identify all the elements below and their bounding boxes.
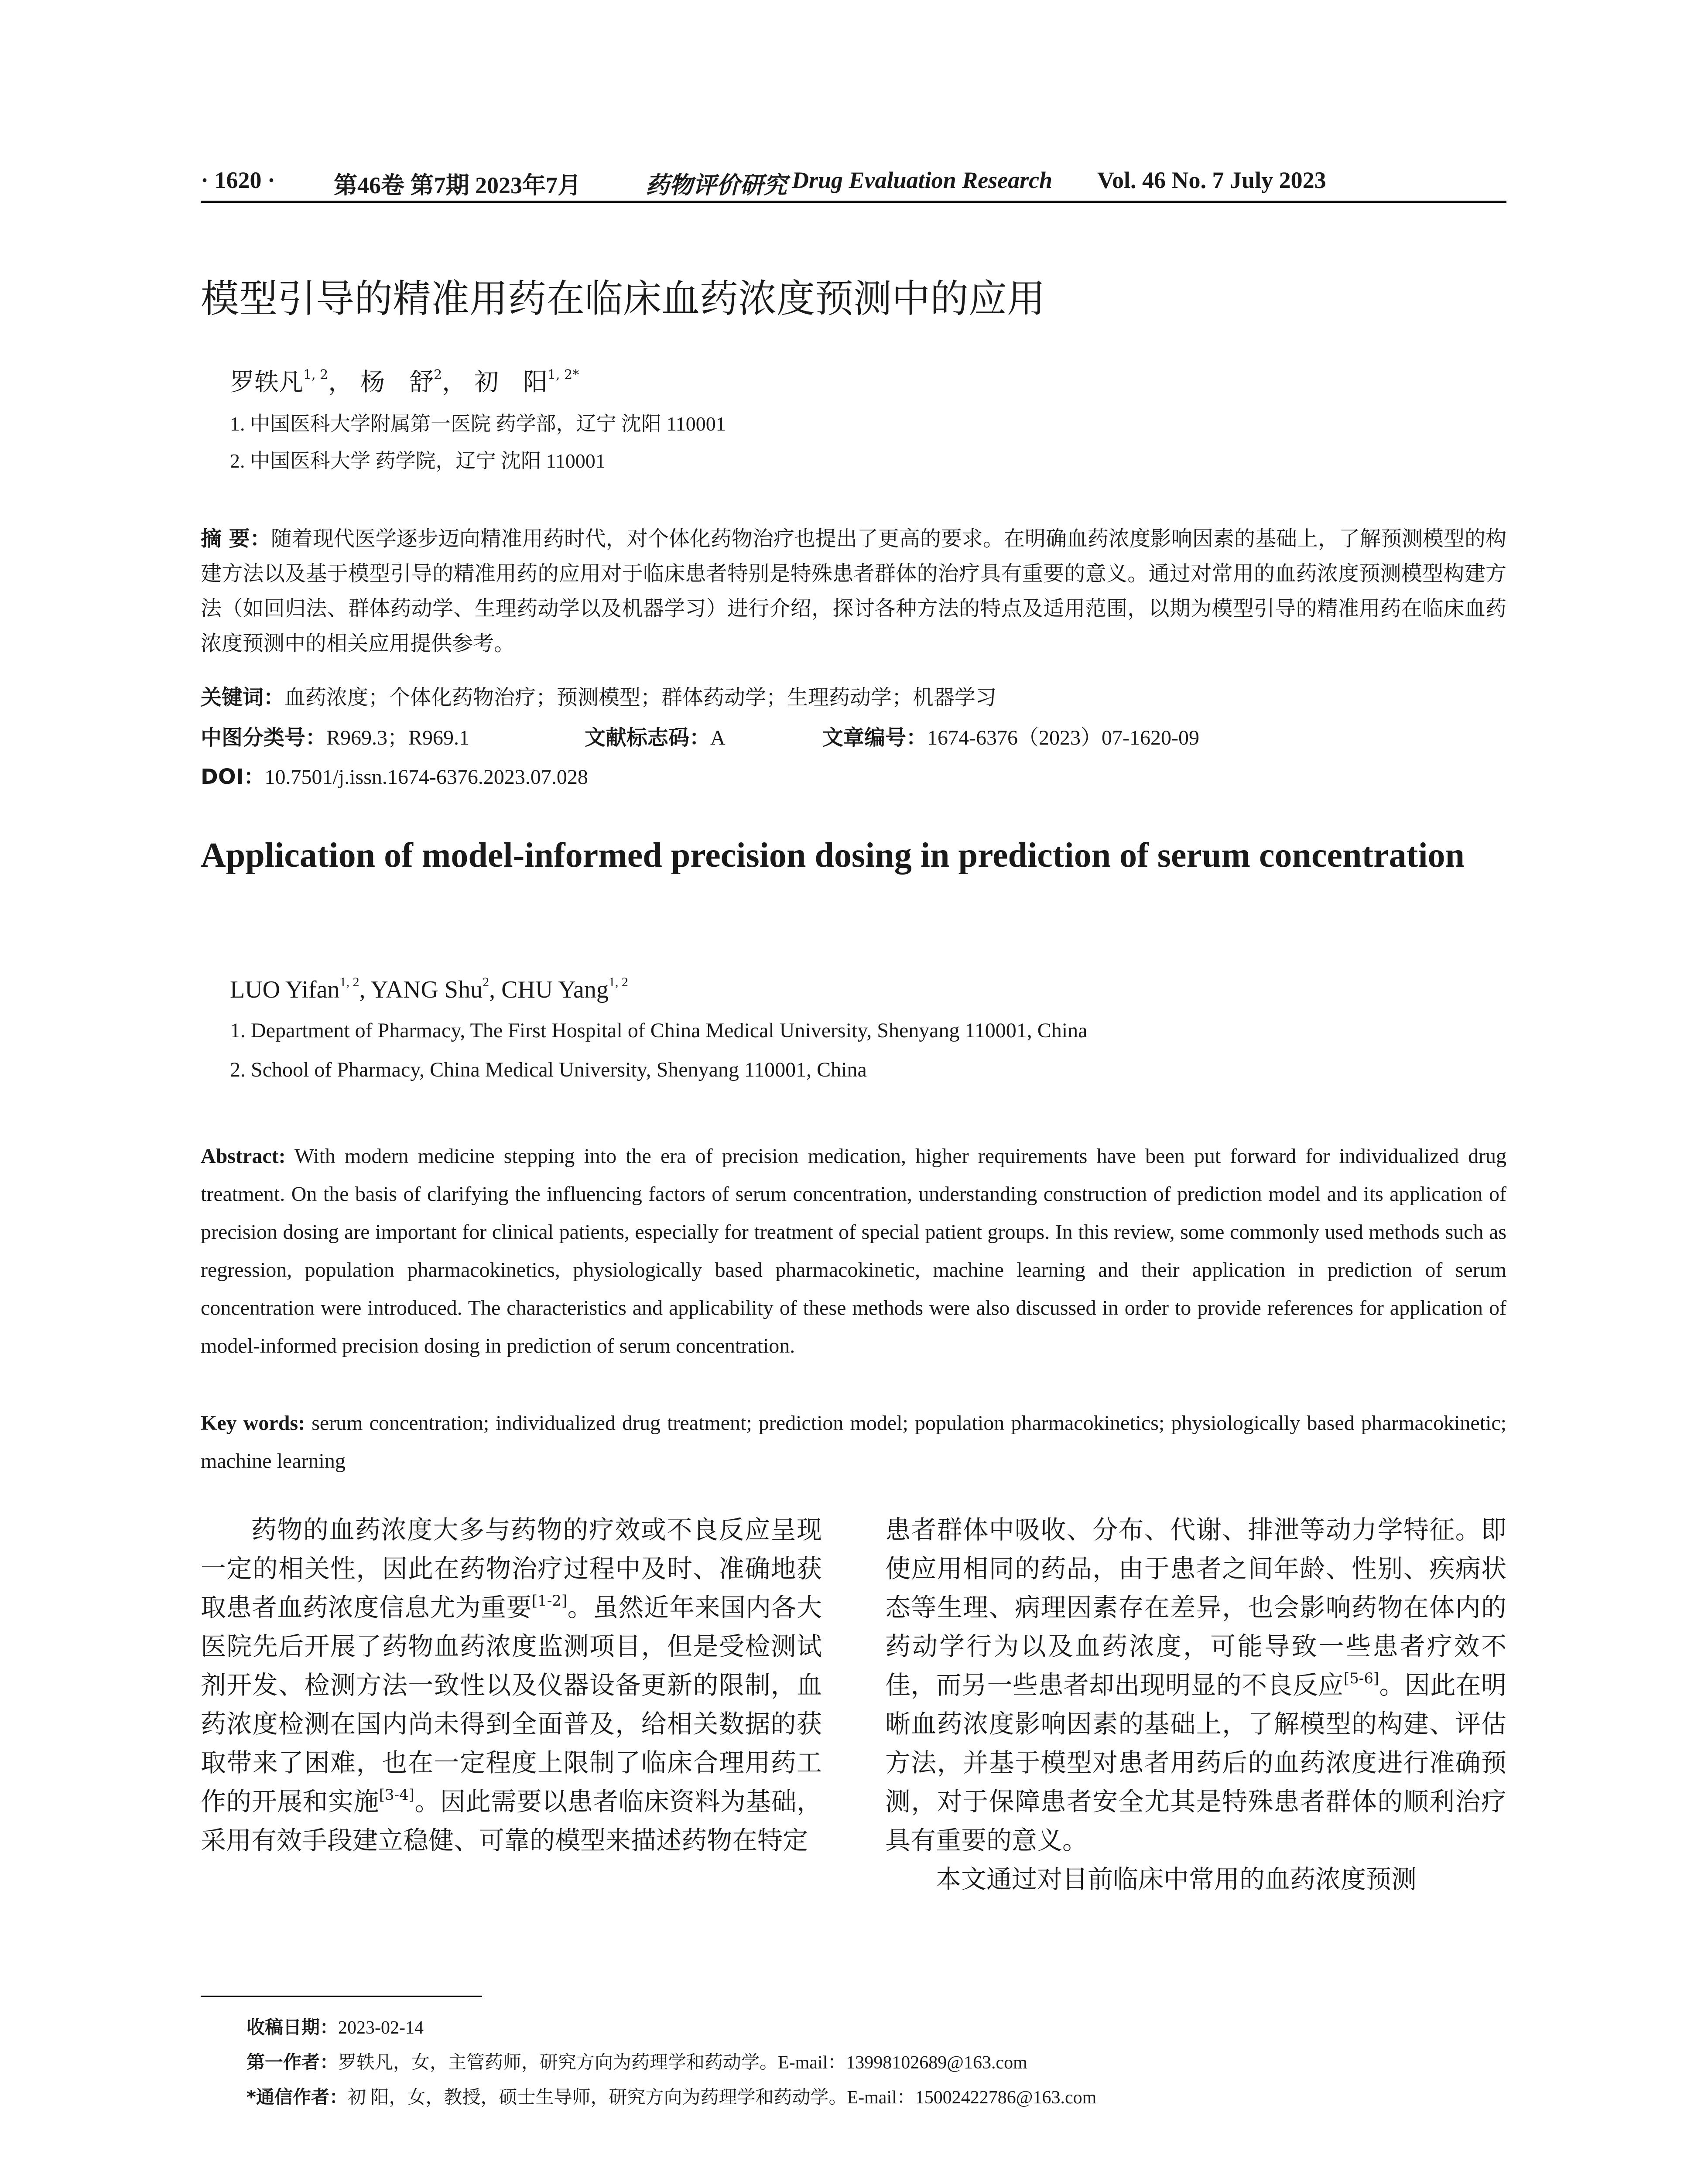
abstract-cn-text: 随着现代医学逐步迈向精准用药时代，对个体化药物治疗也提出了更高的要求。在明确血药浓度影响因素的基础上，了解预测模型的构建方法以及基于模型引导的精准用药的应用对于临床患者特别是特殊患者群体的治疗具有重要的意义。通过对常用的血药浓度预测模型构建方法（如回归法、群体药动学、生理药动学以及机器学习）进行介绍，探讨各种方法的特点及适用范围，以期为模型引导的精准用药在临床血药浓度预测中的相关应用提供参考。 xyxy=(201,527,1506,655)
author-cn: 罗轶凡 xyxy=(230,368,303,397)
classification-line xyxy=(201,721,1506,751)
authors-en: LUO Yifan$^{1, 2}$, YANG Shu$^2$, CHU Yang$^{1, 2}$ xyxy=(230,975,628,1003)
footnote-label: 第一作者： xyxy=(246,2051,339,2073)
abstract-en-label: Abstract: xyxy=(201,1145,286,1168)
author-sup: 1, 2 xyxy=(608,975,628,989)
body-text-continued: 。因此需要以患者临床资料为基础，采用有效手段建立稳健、可靠的模型来描述药物在特定 xyxy=(201,1787,822,1855)
keywords-en-label: Key words: xyxy=(201,1412,305,1435)
keywords-cn-text: 血药浓度；个体化药物治疗；预测模型；群体药动学；生理药动学；机器学习 xyxy=(284,686,997,709)
page-number: · 1620 · xyxy=(201,167,276,193)
body-text: 患者群体中吸收、分布、代谢、排泄等动力学特征。即使应用相同的药品，由于患者之间年龄、性别、疾病状态等生理、病理因素存在差异，也会影响药物在体内的药动学行为以及血药浓度，可能导致一些患者疗效不佳，而另一些患者却出现明显的不良反应 xyxy=(885,1515,1506,1700)
authors-cn: 罗轶凡$^{1, 2}$， 杨 舒$^2$， 初 阳$^{1, 2*}$ xyxy=(230,367,579,397)
abstract-en xyxy=(201,1137,1506,1365)
running-header xyxy=(201,167,1505,200)
clc-label: 中图分类号： xyxy=(201,725,327,750)
author-sup: 2 xyxy=(434,367,442,383)
author-sup: 2 xyxy=(483,975,489,989)
footnote-value: 2023-02-14 xyxy=(338,2018,424,2038)
doc-code-label: 文献标志码： xyxy=(585,725,711,750)
affiliation-cn-2: 2. 中国医科大学 药学院，辽宁 沈阳 110001 xyxy=(230,450,606,472)
article-no-value: 1674-6376（2023）07-1620-09 xyxy=(927,726,1199,749)
abstract-cn-label: 摘 要： xyxy=(201,526,271,551)
body-column-right xyxy=(885,1511,1506,1899)
journal-name-en: Drug Evaluation Research xyxy=(792,167,1053,193)
doc-code-value: A xyxy=(710,726,726,749)
title-cn: 模型引导的精准用药在临床血药浓度预测中的应用 xyxy=(201,276,1046,321)
keywords-en xyxy=(201,1404,1506,1480)
citation: [3-4] xyxy=(379,1786,414,1804)
journal-logo-cn: 药物评价研究 xyxy=(646,171,787,199)
issue-en: Vol. 46 No. 7 July 2023 xyxy=(1097,167,1326,193)
citation: [5-6] xyxy=(1343,1670,1379,1687)
body-column-left xyxy=(201,1511,822,1860)
citation: [1-2] xyxy=(531,1592,568,1610)
footnote-value: 初 阳，女，教授，硕士生导师，研究方向为药理学和药动学。E-mail：15002422786@163.com xyxy=(347,2088,1097,2108)
author-sup: 1, 2* xyxy=(547,367,579,383)
footnote-rule xyxy=(201,1996,482,1997)
footnote-corresponding xyxy=(246,2083,1096,2109)
author-sup: 1, 2 xyxy=(339,975,359,989)
affiliation-en-2: 2. School of Pharmacy, China Medical University, Shenyang 110001, China xyxy=(230,1058,867,1081)
footnote-label: *通信作者： xyxy=(246,2086,348,2108)
doi-label: DOI： xyxy=(201,765,265,789)
author-cn: 杨 舒 xyxy=(360,368,434,397)
article-no-label: 文章编号： xyxy=(822,725,928,750)
author-cn: 初 阳 xyxy=(474,368,548,397)
author-en: YANG Shu xyxy=(370,976,483,1003)
doi-line xyxy=(201,760,588,790)
body-text: 药物的血药浓度大多与药物的疗效或不良反应呈现一定的相关性，因此在药物治疗过程中及时、准确地获取患者血药浓度信息尤为重要 xyxy=(201,1515,822,1622)
footnote-received xyxy=(246,2013,424,2039)
body-text: 。虽然近年来国内各大医院先后开展了药物血药浓度监测项目，但是受检测试剂开发、检测方法一致性以及仪器设备更新的限制，血药浓度检测在国内尚未得到全面普及，给相关数据的获取带来了困难，也在一定程度上限制了临床合理用药工作的开展和实施 xyxy=(201,1593,822,1816)
affiliation-cn-1: 1. 中国医科大学附属第一医院 药学部，辽宁 沈阳 110001 xyxy=(230,413,726,435)
keywords-cn xyxy=(201,680,996,711)
author-en: CHU Yang xyxy=(501,976,609,1003)
affiliation-en-1: 1. Department of Pharmacy, The First Hospital of China Medical University, Shenyang 110001, China xyxy=(230,1019,1088,1042)
body-paragraph-1-cont xyxy=(885,1511,1506,1860)
keywords-cn-label: 关键词： xyxy=(201,685,285,710)
keywords-en-text: serum concentration; individualized drug treatment; prediction model; population pharmacokinetics; physiologically based pharmacokinetic; machine learning xyxy=(201,1412,1507,1473)
body-paragraph-1 xyxy=(201,1511,822,1860)
body-text: 。因此在明晰血药浓度影响因素的基础上，了解模型的构建、评估方法，并基于模型对患者用药后的血药浓度进行准确预测，对于保障患者安全尤其是特殊患者群体的顺利治疗具有重要的意义。 xyxy=(885,1670,1506,1855)
footnote-label: 收稿日期： xyxy=(246,2017,339,2038)
clc-value: R969.3；R969.1 xyxy=(326,726,470,749)
issue-cn: 第46卷 第7期 2023年7月 xyxy=(334,172,581,198)
body-paragraph-2: 本文通过对目前临床中常用的血药浓度预测 xyxy=(936,1864,1417,1894)
author-sup: 1, 2 xyxy=(303,367,329,383)
author-en: LUO Yifan xyxy=(230,976,340,1003)
footnote-value: 罗轶凡，女，主管药师，研究方向为药理学和药动学。E-mail：13998102689@163.com xyxy=(338,2053,1027,2073)
header-rule xyxy=(201,201,1506,203)
abstract-cn xyxy=(201,521,1506,661)
abstract-en-text: With modern medicine stepping into the era of precision medication, higher requirements have been put forward for individualized drug treatment. On the basis of clarifying the influencing factors of serum concentration, understanding construction of prediction model and its application of precision dosing are important for clinical patients, especially for treatment of special patient groups. In this review, some commonly used methods such as regression, population pharmacokinetics, physiologically based pharmacokinetic, machine learning and their application in prediction of serum concentration were introduced. The characteristics and applicability of these methods were also discussed in order to provide references for application of model-informed precision dosing in prediction of serum concentration. xyxy=(201,1145,1506,1357)
doi-value: 10.7501/j.issn.1674-6376.2023.07.028 xyxy=(264,766,588,789)
title-en: Application of model-informed precision dosing in prediction of serum concentration xyxy=(201,836,1465,875)
footnote-first-author xyxy=(246,2048,1027,2074)
